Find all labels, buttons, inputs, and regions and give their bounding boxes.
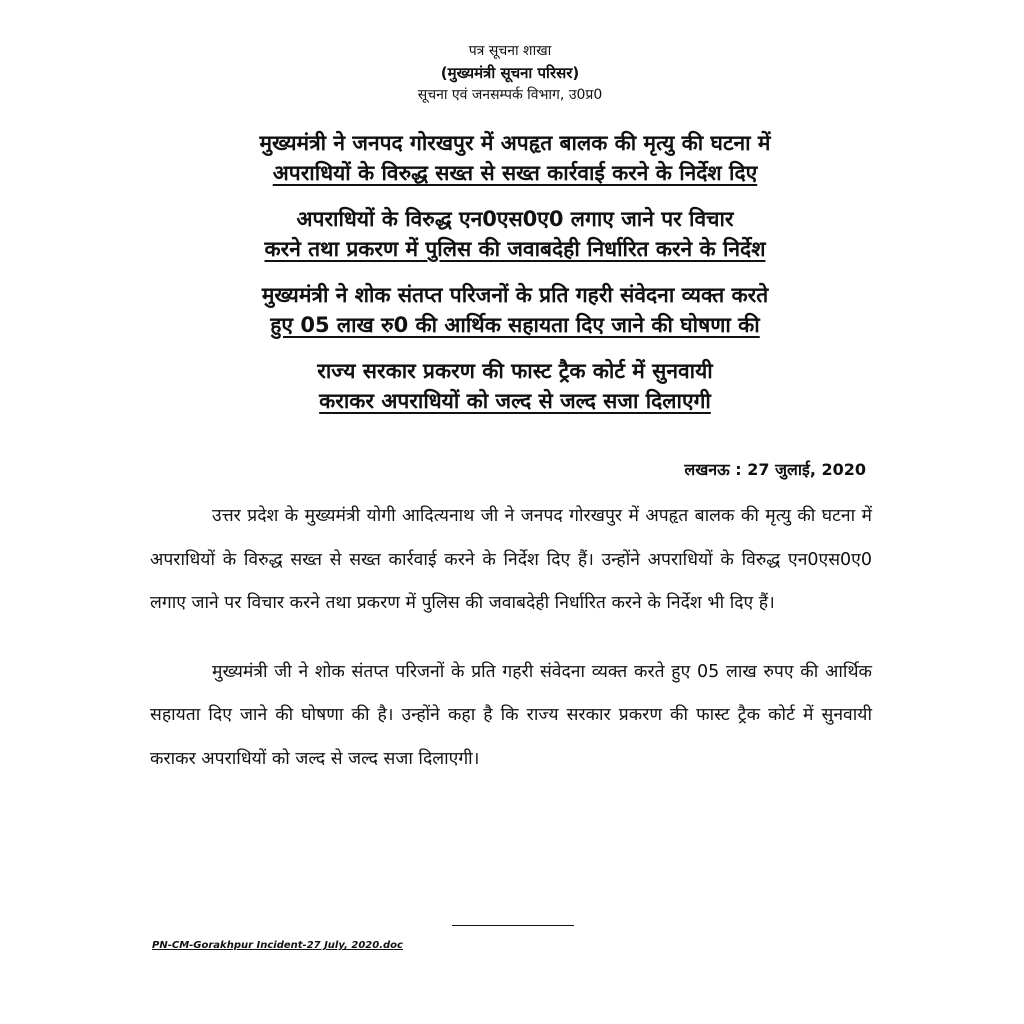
headline-4-line-2: कराकर अपराधियों को जल्द से जल्द सजा दिलाएगी [319, 389, 711, 413]
body-text [150, 495, 872, 806]
headline-3-line-2: हुए 05 लाख रु0 की आर्थिक सहायता दिए जाने की घोषणा की [270, 313, 760, 337]
department-header [300, 40, 720, 106]
header-department: सूचना एवं जनसम्पर्क विभाग, उ0प्र0 [417, 87, 603, 103]
end-divider [452, 925, 574, 926]
headline-1 [130, 128, 900, 188]
header-branch: पत्र सूचना शाखा [468, 43, 552, 59]
headline-4 [130, 356, 900, 416]
body-paragraph-1: उत्तर प्रदेश के मुख्यमंत्री योगी आदित्यनाथ जी ने जनपद गोरखपुर में अपहृत बालक की मृत्यु की घटना में अपराधियों के विरुद्ध सख्त से सख्त कार्रवाई करने के निर्देश दिए हैं। उन्होंने अपराधियों के विरुद्ध एन0एस0ए0 लगाए जाने पर विचार करने तथा प्रकरण में पुलिस की जवाबदेही निर्धारित करने के निर्देश भी दिए हैं। [150, 506, 872, 613]
headlines [130, 128, 900, 432]
document-filename: PN-CM-Gorakhpur Incident-27 July, 2020.doc [152, 940, 403, 951]
dateline: लखनऊ : 27 जुलाई, 2020 [684, 460, 866, 479]
headline-1-line-1: मुख्यमंत्री ने जनपद गोरखपुर में अपहृत बालक की मृत्यु की घटना में [259, 131, 771, 155]
header-office: (मुख्यमंत्री सूचना परिसर) [440, 64, 580, 82]
headline-2 [130, 204, 900, 264]
headline-3 [130, 280, 900, 340]
headline-3-line-1: मुख्यमंत्री ने शोक संतप्त परिजनों के प्रति गहरी संवेदना व्यक्त करते [261, 283, 769, 307]
headline-2-line-1: अपराधियों के विरुद्ध एन0एस0ए0 लगाए जाने पर विचार [296, 207, 734, 231]
headline-2-line-2: करने तथा प्रकरण में पुलिस की जवाबदेही निर्धारित करने के निर्देश [264, 237, 766, 261]
headline-4-line-1: राज्य सरकार प्रकरण की फास्ट ट्रैक कोर्ट में सुनवायी [317, 359, 713, 383]
headline-1-line-2: अपराधियों के विरुद्ध सख्त से सख्त कार्रवाई करने के निर्देश दिए [272, 161, 758, 185]
body-paragraph-2: मुख्यमंत्री जी ने शोक संतप्त परिजनों के प्रति गहरी संवेदना व्यक्त करते हुए 05 लाख रुपए की आर्थिक सहायता दिए जाने की घोषणा की है। उन्होंने कहा है कि राज्य सरकार प्रकरण की फास्ट ट्रैक कोर्ट में सुनवायी कराकर अपराधियों को जल्द से जल्द सजा दिलाएगी। [150, 661, 872, 769]
